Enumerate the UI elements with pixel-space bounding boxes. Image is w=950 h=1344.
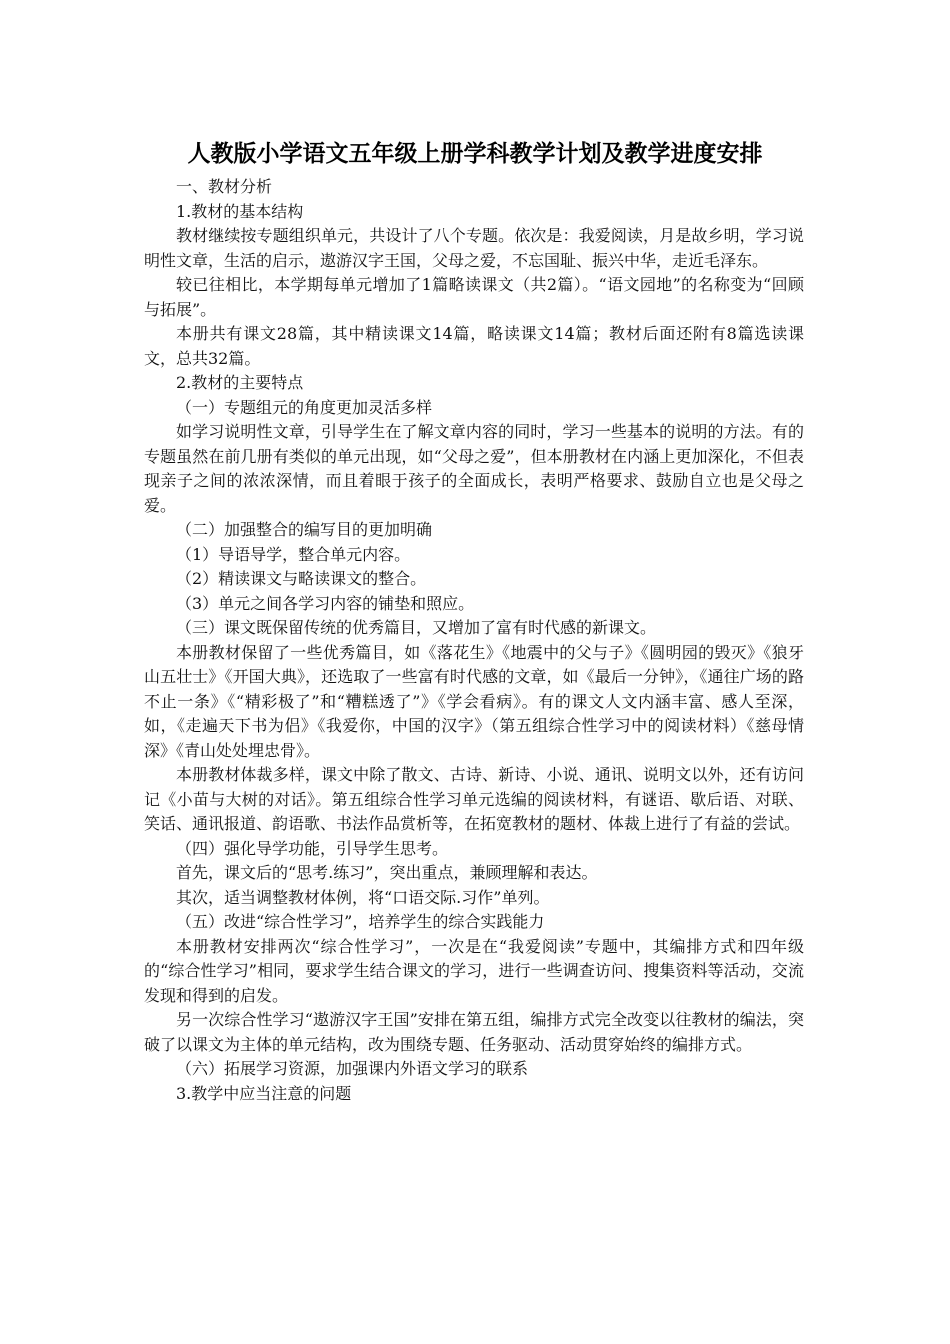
paragraph: （五）改进“综合性学习”，培养学生的综合实践能力 <box>176 912 545 931</box>
paragraph: 3.教学中应当注意的问题 <box>176 1083 352 1103</box>
paragraph: 本册共有课文28篇，其中精读课文14篇，略读课文14篇；教材后面还附有8篇选读课文，总共32篇。 <box>144 324 804 368</box>
paragraph: 如学习说明性文章，引导学生在了解文章内容的同时，学习一些基本的说明的方法。有的专题虽然在前几册有类似的单元出现，如“父母之爱”，但本册教材在内涵上更加深化，不但表现亲子之间的浓浓深情，而且着眼于孩子的全面成长，表明严格要求、鼓励自立也是父母之爱。 <box>144 422 804 515</box>
paragraph: 1.教材的基本结构 <box>176 201 304 221</box>
paragraph: 另一次综合性学习“遨游汉字王国”安排在第五组，编排方式完全改变以往教材的编法，突破了以课文为主体的单元结构，改为围绕专题、任务驱动、活动贯穿始终的编排方式。 <box>144 1010 804 1054</box>
paragraph: 教材继续按专题组织单元，共设计了八个专题。依次是：我爱阅读，月是故乡明，学习说明性文章，生活的启示，遨游汉字王国，父母之爱，不忘国耻、振兴中华，走近毛泽东。 <box>144 226 804 270</box>
paragraph: （3）单元之间各学习内容的铺垫和照应。 <box>176 593 475 613</box>
paragraph: （二）加强整合的编写目的更加明确 <box>176 520 433 539</box>
paragraph: 本册教材保留了一些优秀篇目，如《落花生》《地震中的父与子》《圆明园的毁灭》《狼牙山五壮士》《开国大典》，还选取了一些富有时代感的文章，如《最后一分钟》，《通往广场的路不止一条》《“精彩极了”和“糟糕透了”》《学会看病》。有的课文人文内涵丰富、感人至深，如，《走遍天下书为侣》《我爱你，中国的汉字》（第五组综合性学习中的阅读材料）《慈母情深》《青山处处埋忠骨》。 <box>144 642 804 760</box>
paragraph: （三）课文既保留传统的优秀篇目，又增加了富有时代感的新课文。 <box>176 618 657 637</box>
paragraph: 其次，适当调整教材体例，将“口语交际.习作”单列。 <box>176 887 550 907</box>
paragraph: 本册教材体裁多样，课文中除了散文、古诗、新诗、小说、通讯、说明文以外，还有访问记《小苗与大树的对话》。第五组综合性学习单元选编的阅读材料，有谜语、歇后语、对联、笑话、通讯报道、韵语歌、书法作品赏析等，在拓宽教材的题材、体裁上进行了有益的尝试。 <box>144 765 804 833</box>
paragraph: 本册教材安排两次“综合性学习”，一次是在“我爱阅读”专题中，其编排方式和四年级的“综合性学习”相同，要求学生结合课文的学习，进行一些调查访问、搜集资料等活动，交流发现和得到的启发。 <box>144 936 804 1005</box>
document-body <box>144 175 804 1106</box>
paragraph: 2.教材的主要特点 <box>176 373 304 392</box>
paragraph: 首先，课文后的“思考.练习”，突出重点，兼顾理解和表达。 <box>176 863 598 882</box>
paragraph: 较已往相比，本学期每单元增加了1篇略读课文（共2篇）。“语文园地”的名称变为“回顾与拓展”。 <box>144 275 804 319</box>
document-title: 人教版小学语文五年级上册学科教学计划及教学进度安排 <box>187 140 763 167</box>
paragraph: （2）精读课文与略读课文的整合。 <box>176 569 427 588</box>
paragraph: 一、教材分析 <box>176 177 273 196</box>
paragraph: （六）拓展学习资源，加强课内外语文学习的联系 <box>176 1059 529 1078</box>
paragraph: （一）专题组元的角度更加灵活多样 <box>176 397 433 417</box>
paragraph: （1）导语导学，整合单元内容。 <box>176 544 411 564</box>
paragraph: （四）强化导学功能，引导学生思考。 <box>176 838 449 858</box>
